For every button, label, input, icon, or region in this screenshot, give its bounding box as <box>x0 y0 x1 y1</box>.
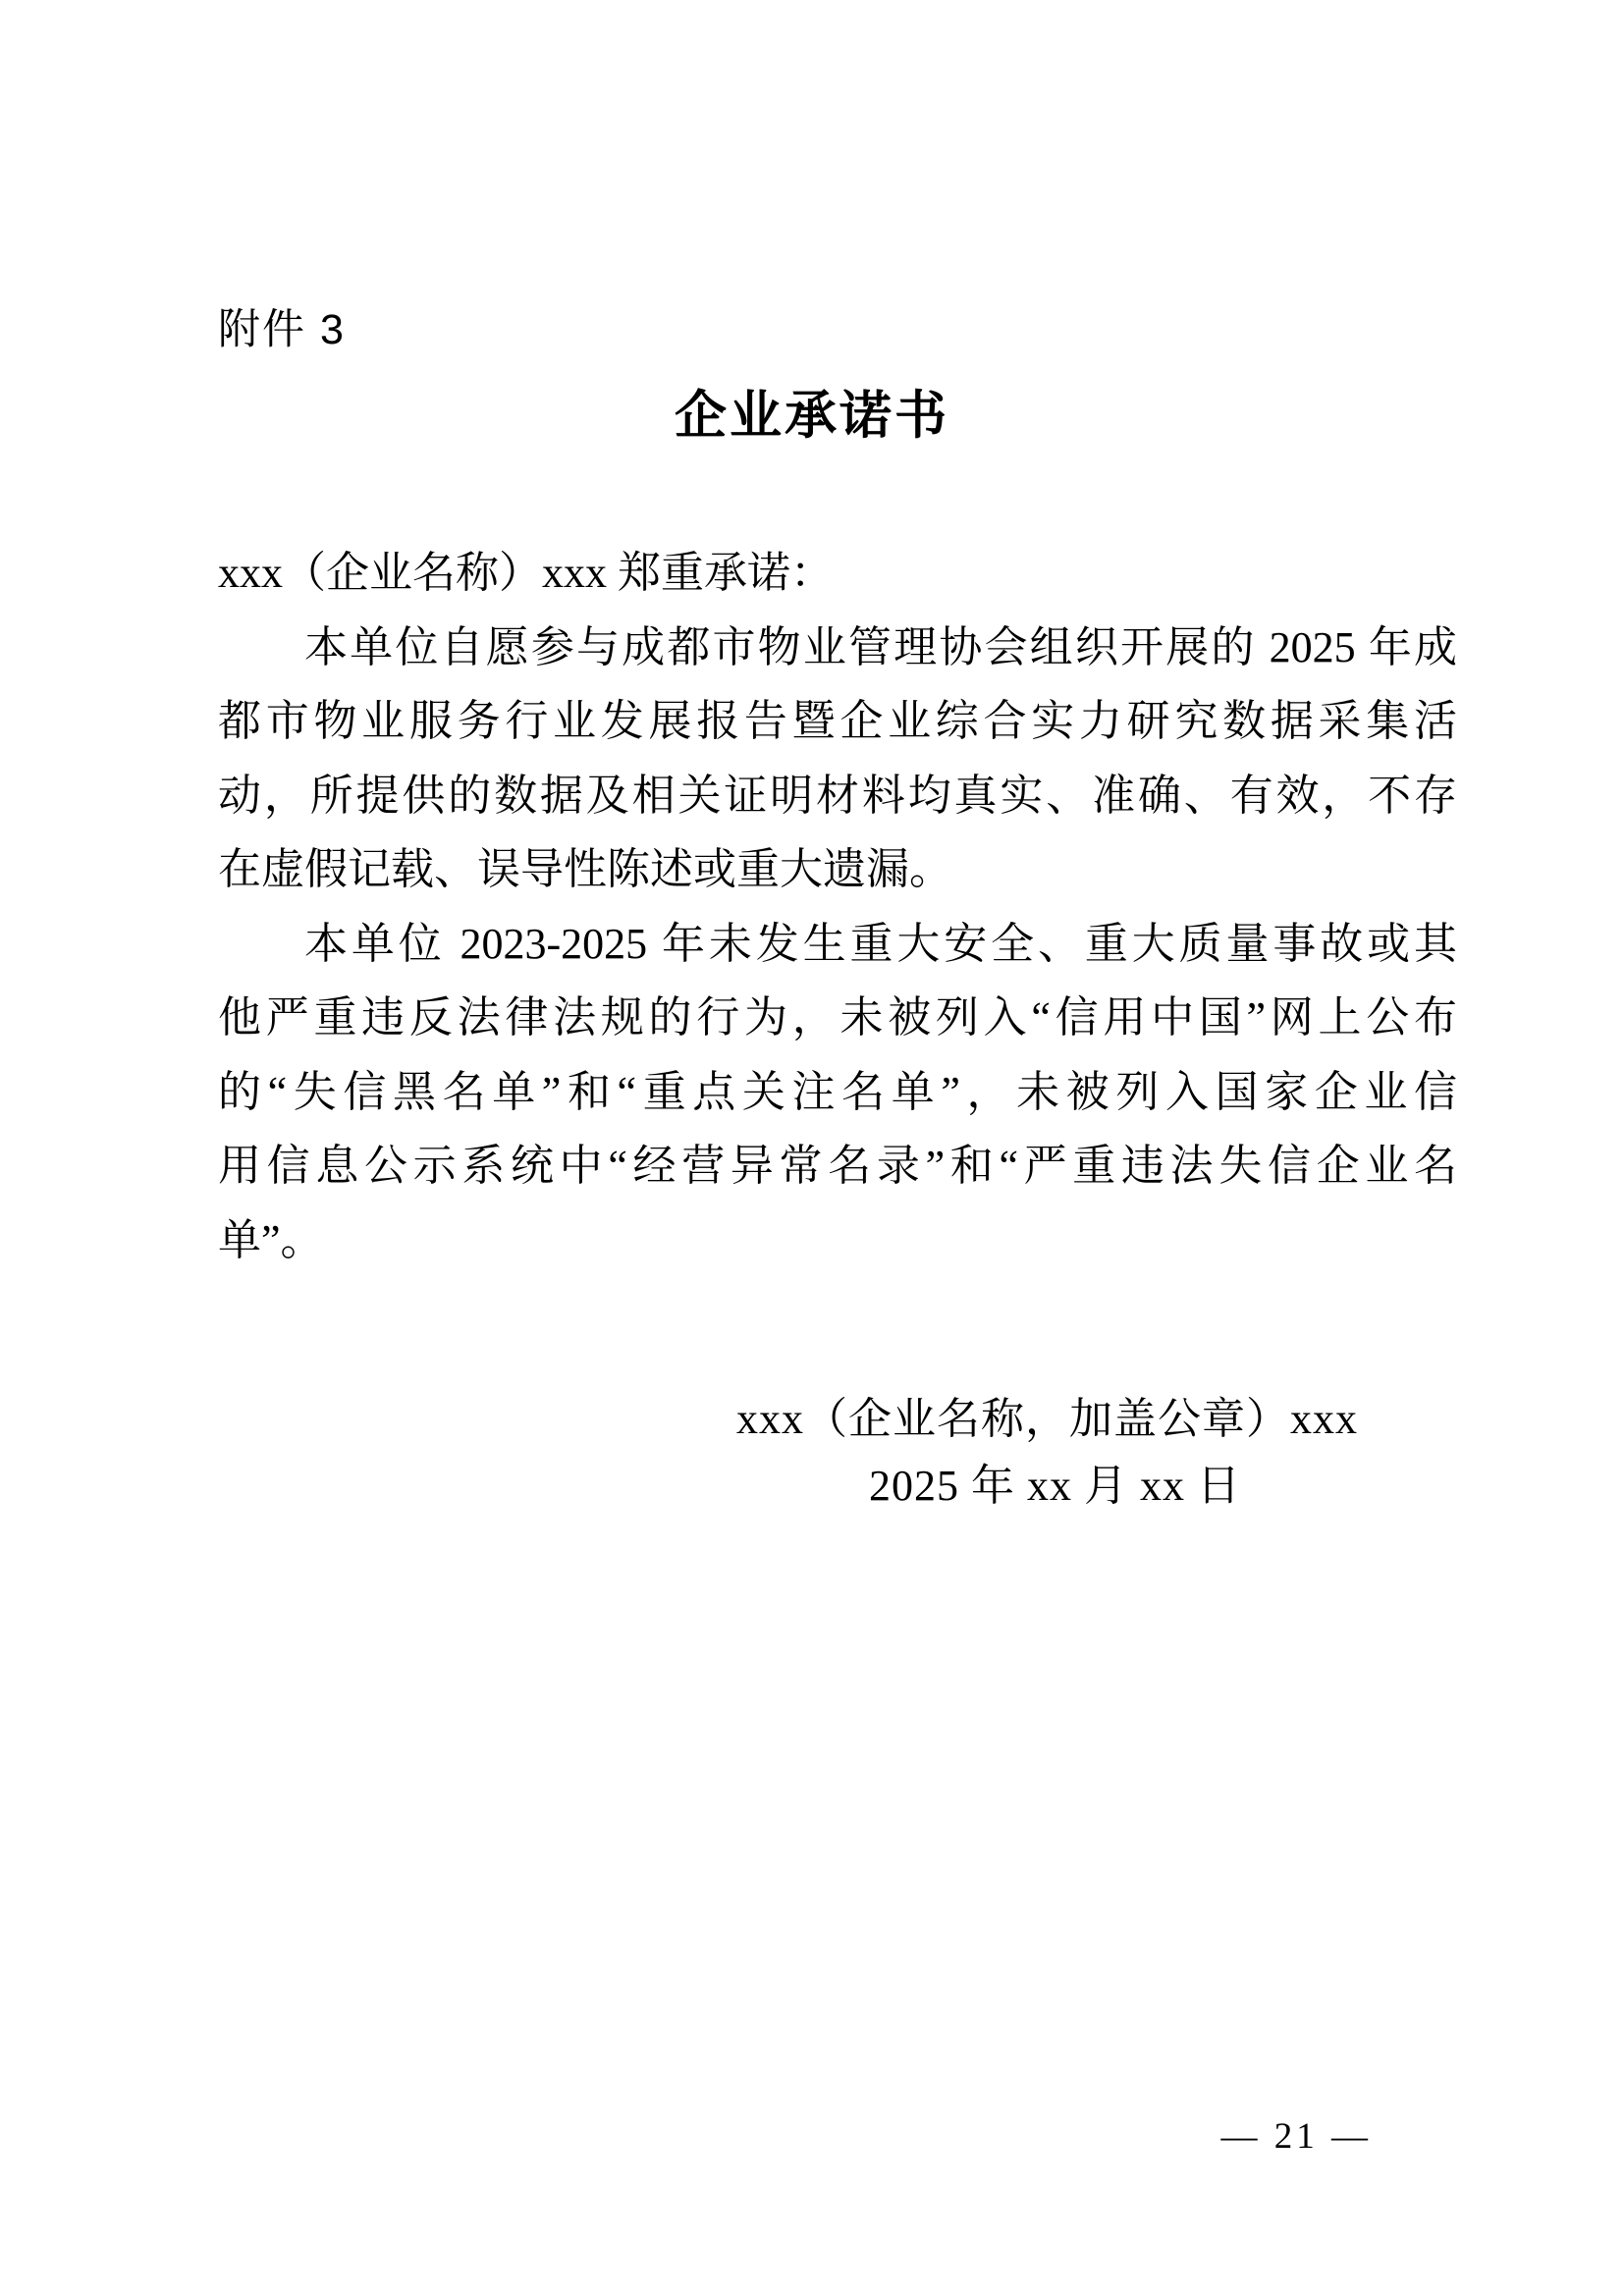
page-number: — 21 — <box>1220 2116 1372 2157</box>
signature-line: xxx（企业名称，加盖公章）xxx <box>736 1395 1358 1443</box>
paragraph-1-line-2: 都市物业服务行业发展报告暨企业综合实力研究数据采集活 <box>218 697 1457 745</box>
salutation-line: xxx（企业名称）xxx 郑重承诺： <box>218 549 834 597</box>
paragraph-1-line-1: 本单位自愿参与成都市物业管理协会组织开展的 2025 年成 <box>304 622 1457 671</box>
paragraph-2-line-4: 用信息公示系统中“经营异常名录”和“严重违法失信企业名 <box>218 1142 1457 1190</box>
paragraph-1-line-3: 动，所提供的数据及相关证明材料均真实、准确、有效，不存 <box>218 771 1457 820</box>
document-body <box>218 536 1457 1277</box>
paragraph-2-line-3: 的“失信黑名单”和“重点关注名单”，未被列入国家企业信 <box>218 1067 1457 1116</box>
attachment-label: 附件 3 <box>218 306 346 353</box>
paragraph-2-line-1: 本单位 2023-2025 年未发生重大安全、重大质量事故或其 <box>304 919 1457 968</box>
document-title: 企业承诺书 <box>675 388 949 445</box>
paragraph-2-line-2: 他严重违反法律法规的行为，未被列入“信用中国”网上公布 <box>218 993 1457 1041</box>
paragraph-1-line-4: 在虚假记载、误导性陈述或重大遗漏。 <box>218 845 952 893</box>
paragraph-2-line-5: 单”。 <box>218 1215 324 1264</box>
date-line: 2025 年 xx 月 xx 日 <box>869 1462 1241 1510</box>
